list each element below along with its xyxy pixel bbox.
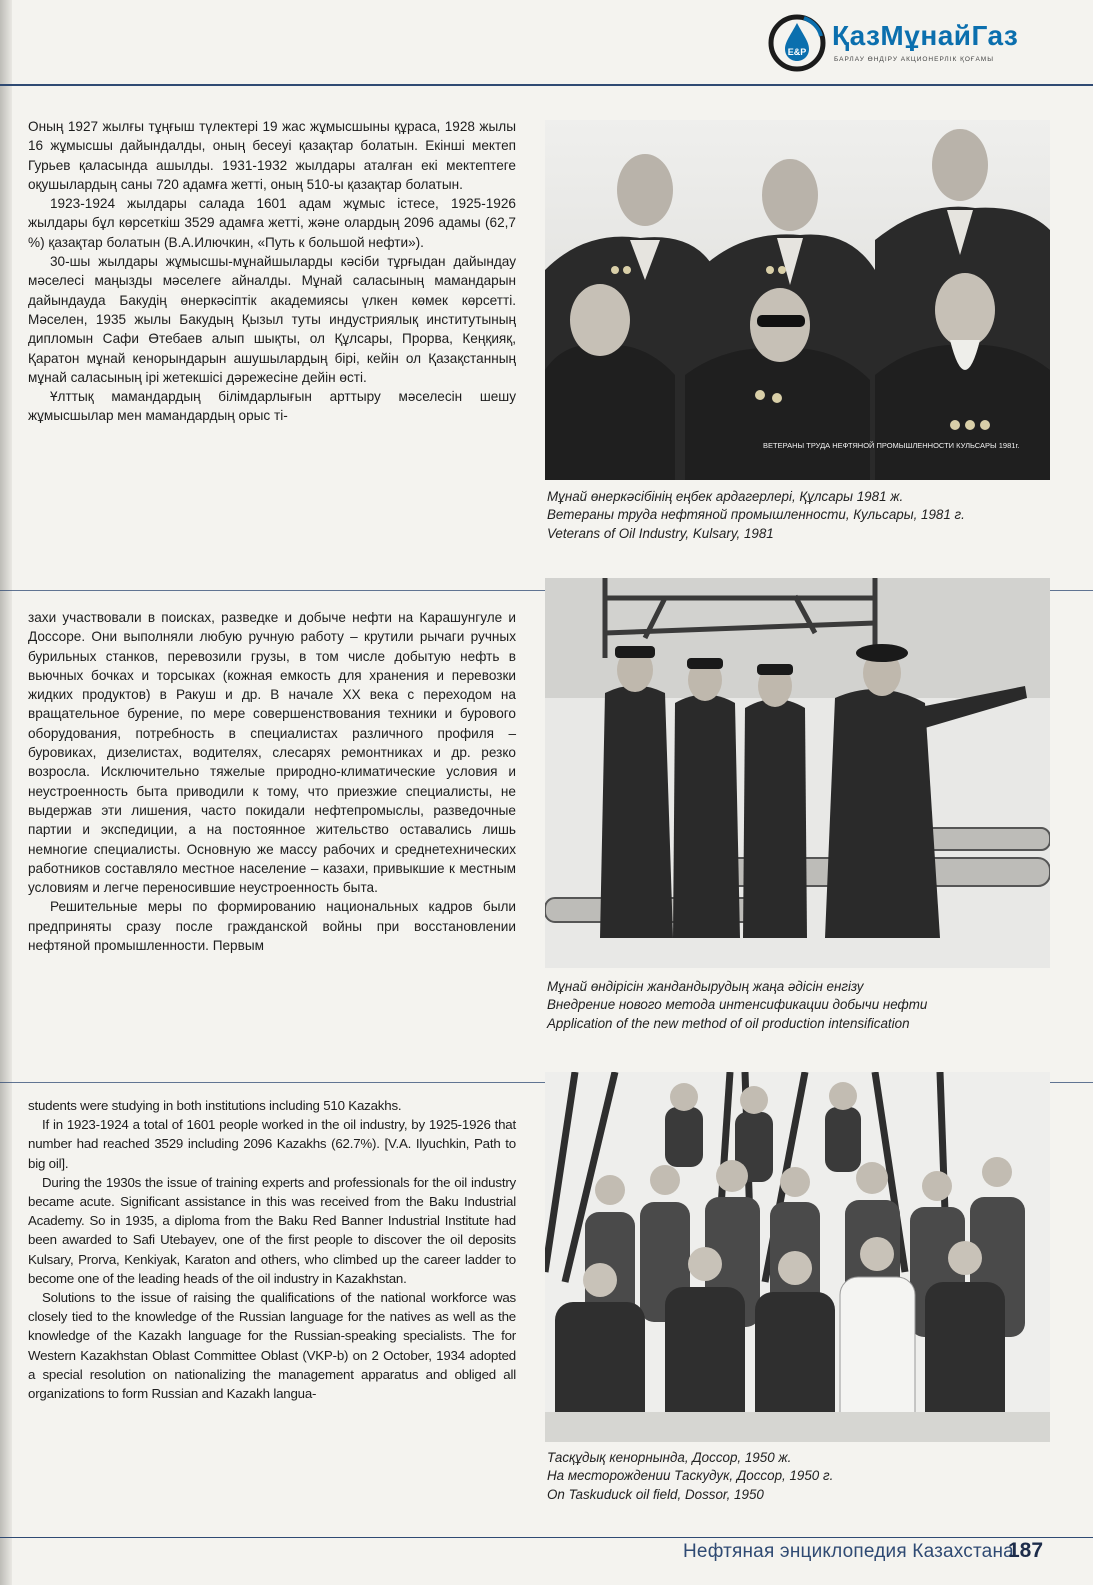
english-paragraph: students were studying in both institutions including 510 Kazakhs. — [28, 1098, 402, 1113]
kazakh-paragraph: Ұлттық мамандардың білімдарлығын арттыру мәселесін шешу жұмысшылар мен мамандардың орыс ті- — [28, 389, 516, 424]
caption-line: Мұнай өндірісін жандандырудың жаңа әдісін енгізу — [547, 979, 864, 994]
kazakh-paragraph: Оның 1927 жылғы тұңғыш түлектері 19 жас жұмысшыны құраса, 1928 жылы 16 жұмысшы дайындалды, оның бесеуі қазақтар болатын. Екінші мектеп Гурьев қаласында ашылды. 1931-1932 жылдары аталған екі мектептеге оқушылардың саны 720 адамға жетті, оның 510-ы қазақтар болатын. — [28, 119, 516, 192]
footer-title: Нефтяная энциклопедия Казахстана — [683, 1541, 1014, 1562]
english-paragraph: During the 1930s the issue of training experts and professionals for the oil industry became acute. Significant assistance in this was received from the Baku Industrial Academy. So in 1935, a diploma from the Baku Red Banner Industrial Institute had been awarded to Safi Utebayev, one of the first people to discover the oil deposits Kulsary, Prorva, Kenkiyak, Karaton and others, who climbed up the career ladder to become one of the leading heads of the oil industry in Kazakhstan. — [28, 1174, 516, 1286]
caption-line: Внедрение нового метода интенсификации добычи нефти — [547, 997, 928, 1013]
caption-line: Тасқұдық кенорнында, Доссор, 1950 ж. — [547, 1450, 792, 1465]
english-text-block — [28, 1096, 516, 1403]
caption-new-method — [547, 978, 1067, 1033]
caption-line: Veterans of Oil Industry, Kulsary, 1981 — [547, 525, 774, 541]
russian-text-block — [28, 608, 516, 955]
english-paragraph: If in 1923-1924 a total of 1601 people worked in the oil industry, by 1925-1926 that number had reached 3529 including 2096 Kazakhs (62.7%). [V.A. Ilyuchkin, Path to big oil]. — [28, 1117, 516, 1171]
header-rule — [0, 84, 1093, 86]
photo-taskuduck — [545, 1072, 1050, 1442]
caption-line: Мұнай өнеркәсібінің еңбек ардагерлері, Құлсары 1981 ж. — [547, 489, 904, 504]
logo-badge: E&P — [787, 47, 807, 57]
kazakh-text-block — [28, 117, 516, 426]
page-number: 187 — [1008, 1539, 1044, 1562]
kazakh-paragraph: 1923-1924 жылдары салада 1601 адам жұмыс істесе, 1925-1926 жылдары бұл көрсеткіш 3529 адамға жетті, және олардың 2096 адамы (62,7 %) қазақтар болатын (В.А.Илючкин, «Путь к большой нефти»). — [28, 196, 516, 250]
logo-subtitle: БАРЛАУ ӨНДІРУ АКЦИОНЕРЛІК ҚОҒАМЫ — [834, 56, 994, 63]
caption-veterans — [547, 488, 1067, 543]
russian-paragraph: захи участвовали в поисках, разведке и добыче нефти на Карашунгуле и Доссоре. Они выполняли любую ручную работу – крутили рычаги ручных бурильных станков, перевозили грузы, в том числе добытую нефть в вьючных бочках и торсыках (кожная емкость для хранения и перевозки жидких продуктов) в Ракуш и др. В начале XX века с переходом на вращательное бурение, по мере совершенствования техники и бурового оборудования, потребность в специалистах различного профиля – буровиках, дизелистах, водителях, слесарях ремонтниках и др. резко возросла. Исключительно тяжелые природно-климатические условия и неустроенность быта приводили к тому, что приезжие специалисты, не выдержав эти лишения, часто покидали нефтепромыслы, разведочные партии и экспедиции, а на постоянное жительство оставались лишь немногие специалисты. Основную же массу рабочих и среднетехнических работников составляло местное население – казахи, привыкшие к местным условиям и легче переносившие неустроенность быта. — [28, 610, 516, 896]
oil-drop-logo-icon — [768, 14, 826, 72]
page-gutter-shadow — [0, 0, 12, 1585]
page-header — [0, 0, 1093, 86]
english-paragraph: Solutions to the issue of raising the qualifications of the national workforce was closely tied to the knowledge of the Russian language for the natives as well as the knowledge of the Kazakh language for the Russian-speaking specialists. The for Western Kazakhstan Oblast Committee Oblast (VKP-b) on 2 October, 1934 adopted a special resolution on nationalizing the management apparatus and obliged all organizations to form Russian and Kazakh langua- — [28, 1290, 516, 1402]
caption-line: Ветераны труда нефтяной промышленности, Кульсары, 1981 г. — [547, 507, 965, 523]
caption-line: On Taskuduck oil field, Dossor, 1950 — [547, 1486, 764, 1502]
logo-name: ҚазМұнайГаз — [832, 20, 1019, 51]
photo-veterans — [545, 120, 1050, 480]
caption-taskuduck — [547, 1449, 1067, 1504]
photo-new-method — [545, 578, 1050, 968]
footer-rule — [0, 1537, 1093, 1538]
kmg-logo — [768, 14, 1068, 76]
caption-line: На месторождении Таскудук, Доссор, 1950 г. — [547, 1468, 834, 1484]
russian-paragraph: Решительные меры по формированию национальных кадров были предприняты сразу после гражданской войны при восстановлении нефтяной промышленности. Первым — [28, 899, 516, 954]
kazakh-paragraph: 30-шы жылдары жұмысшы-мұнайшыларды кәсіби тұрғыдан дайындау мәселесі маңызды мәселеге айналды. Мұнай саласының мамандарын дайындауда Бакудің өнеркәсіптік академиясы үлкен көмек көрсетті. Мәселен, 1935 жылы Бакудың Қызыл туты индустриялық институтының дипломын Сафи Өтебаев алып шықты, ол Құлсары, Прорва, Кеңқияқ, Қаратон мұнай кенорындарын ашушылардың бірі, кейін ол Қазақстанның мұнай саласының ірі жетекшісі дәрежесіне дейін өсті. — [28, 254, 516, 385]
caption-line: Application of the new method of oil production intensification — [547, 1015, 910, 1031]
photo-inscription: ВЕТЕРАНЫ ТРУДА НЕФТЯНОЙ ПРОМЫШЛЕННОСТИ КУЛЬСАРЫ 1981г. — [763, 441, 1020, 450]
